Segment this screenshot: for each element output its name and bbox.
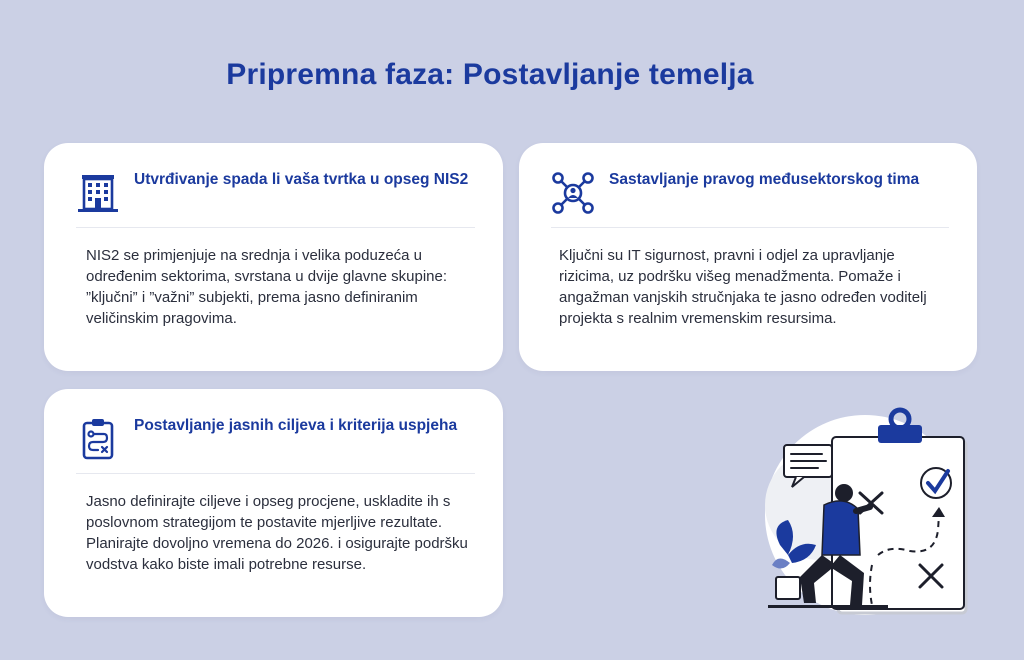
card-divider: [76, 473, 475, 474]
card-header: [551, 169, 945, 215]
goals-card: [44, 389, 503, 617]
card-title: Utvrđivanje spada li vaša tvrtka u opseg NIS2: [134, 171, 469, 188]
card-title: Postavljanje jasnih ciljeva i kriterija uspjeha: [134, 417, 458, 434]
card-body: Ključni su IT sigurnost, pravni i odjel za upravljanje rizicima, uz podršku višeg menadžmenta. Pomaže i angažman vanjskih stručnjaka te jasno određen voditelj projekta s realnim vremenskim resursima.: [559, 247, 927, 327]
planning-illustration-icon: [760, 405, 975, 620]
card-divider: [76, 227, 475, 228]
card-body: Jasno definirajte ciljeve i opseg procjene, uskladite ih s poslovnom strategijom te postavite mjerljive rezultate. Planirajte dovoljno vremena do 2026. i osigurajte podršku vodstva kako biste imali potrebne resurse.: [86, 493, 468, 573]
team-card: [519, 143, 977, 371]
card-divider: [551, 227, 949, 228]
clipboard-plan-icon: [76, 417, 120, 461]
team-network-icon: [551, 171, 595, 215]
scope-card: [44, 143, 503, 371]
card-body: NIS2 se primjenjuje na srednja i velika poduzeća u određenim sektorima, svrstana u dvije glavne skupine: ”ključni” i ”važni” subjekti, prema jasno definiranim veličinskim pragovima.: [86, 247, 448, 327]
building-icon: [76, 171, 120, 215]
card-header: [76, 169, 471, 215]
page-title: Pripremna faza: Postavljanje temelja: [226, 58, 754, 91]
card-header: [76, 415, 471, 461]
card-title: Sastavljanje pravog međusektorskog tima: [609, 171, 920, 188]
